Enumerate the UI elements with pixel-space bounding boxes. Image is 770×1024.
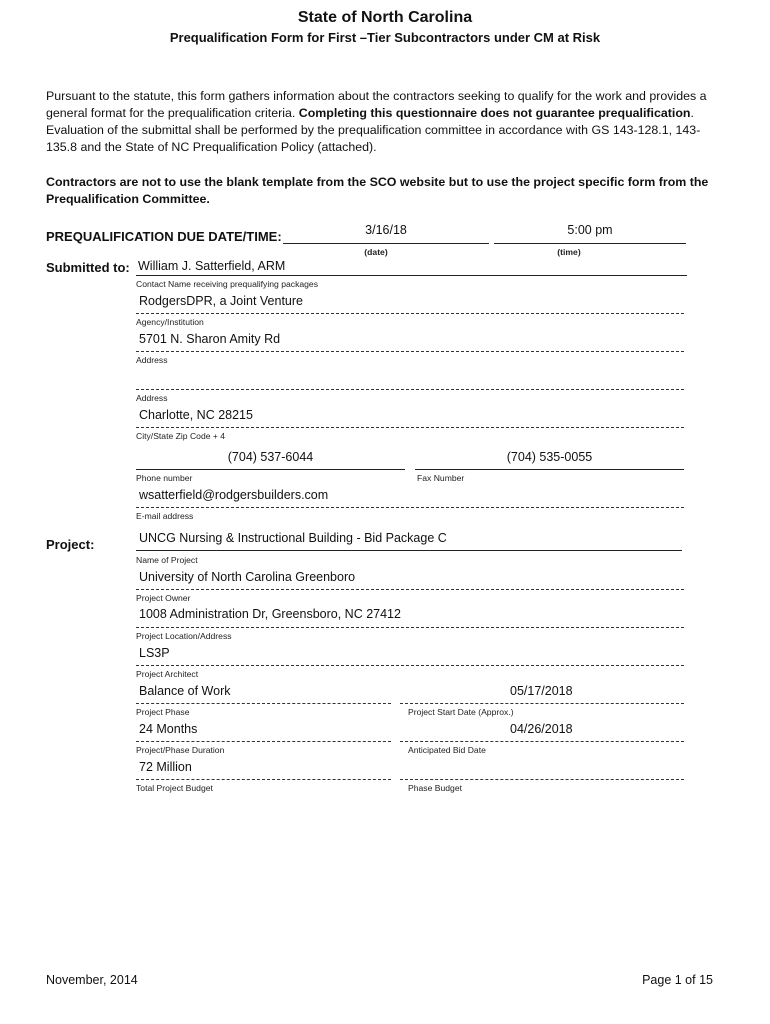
fax-field[interactable]: (704) 535-0055 bbox=[506, 450, 593, 464]
fax-line bbox=[415, 469, 684, 470]
phone-line bbox=[136, 469, 405, 470]
address2-line bbox=[136, 389, 684, 390]
city-label: City/State Zip Code + 4 bbox=[136, 431, 226, 441]
form-title: State of North Carolina bbox=[297, 9, 473, 26]
architect-field[interactable]: LS3P bbox=[139, 646, 170, 660]
phase-budget-label: Phase Budget bbox=[408, 783, 462, 793]
form-subtitle: Prequalification Form for First –Tier Subcontractors under CM at Risk bbox=[169, 30, 601, 45]
agency-field[interactable]: RodgersDPR, a Joint Venture bbox=[139, 294, 303, 308]
contact-name-field[interactable]: William J. Satterfield, ARM bbox=[138, 259, 286, 273]
due-date-label: PREQUALIFICATION DUE DATE/TIME: bbox=[46, 229, 282, 244]
address1-field[interactable]: 5701 N. Sharon Amity Rd bbox=[139, 332, 281, 346]
page-number: Page 1 of 15 bbox=[642, 973, 713, 987]
budget-line bbox=[136, 779, 391, 780]
architect-line bbox=[136, 665, 684, 666]
intro-text-bold: Completing this questionnaire does not guarantee prequalification bbox=[298, 106, 691, 120]
intro-text-a: Pursuant to the statute, this form gathers information about the contractors seeking to qualify for the work and provides a general format for the prequalification criteria. bbox=[46, 89, 707, 120]
email-line bbox=[136, 507, 684, 508]
project-name-field[interactable]: UNCG Nursing & Instructional Building - Bid Package C bbox=[139, 531, 447, 545]
location-line bbox=[136, 627, 684, 628]
address1-label: Address bbox=[136, 355, 168, 365]
contact-line bbox=[136, 275, 687, 276]
template-notice: Contractors are not to use the blank template from the SCO website but to use the project specific form from the Prequalification Committee. bbox=[46, 175, 709, 206]
bid-date-label: Anticipated Bid Date bbox=[408, 745, 486, 755]
start-date-field[interactable]: 05/17/2018 bbox=[510, 684, 573, 698]
due-date-caption: (date) bbox=[364, 247, 388, 257]
duration-label: Project/Phase Duration bbox=[136, 745, 225, 755]
budget-field[interactable]: 72 Million bbox=[139, 760, 192, 774]
agency-line bbox=[136, 313, 684, 314]
project-label: Project: bbox=[46, 537, 95, 552]
owner-label: Project Owner bbox=[136, 593, 191, 603]
project-name-line bbox=[136, 550, 682, 551]
start-date-line bbox=[400, 703, 684, 704]
due-date-field[interactable]: 3/16/18 bbox=[365, 223, 407, 237]
due-time-line bbox=[494, 243, 686, 244]
footer-date: November, 2014 bbox=[46, 973, 138, 987]
intro-paragraph bbox=[46, 88, 718, 156]
project-name-label: Name of Project bbox=[136, 555, 198, 565]
phone-field[interactable]: (704) 537-6044 bbox=[227, 450, 314, 464]
city-line bbox=[136, 427, 684, 428]
agency-label: Agency/Institution bbox=[136, 317, 204, 327]
due-time-caption: (time) bbox=[557, 247, 581, 257]
fax-label: Fax Number bbox=[417, 473, 465, 483]
location-field[interactable]: 1008 Administration Dr, Greensboro, NC 27412 bbox=[139, 607, 401, 621]
phase-budget-line bbox=[400, 779, 684, 780]
owner-line bbox=[136, 589, 684, 590]
phase-field[interactable]: Balance of Work bbox=[139, 684, 231, 698]
bid-date-field[interactable]: 04/26/2018 bbox=[510, 722, 573, 736]
address2-label: Address bbox=[136, 393, 168, 403]
intro-text-b: . Evaluation of the submittal shall be performed by the prequalification committee in accordance with GS 143-128.1, 143-135.8 and the State of NC Prequalification Policy (attached). bbox=[46, 106, 701, 154]
phase-line bbox=[136, 703, 391, 704]
budget-label: Total Project Budget bbox=[136, 783, 213, 793]
bid-date-line bbox=[400, 741, 684, 742]
owner-field[interactable]: University of North Carolina Greenboro bbox=[139, 570, 356, 584]
submitted-to-label: Submitted to: bbox=[46, 260, 130, 275]
location-label: Project Location/Address bbox=[136, 631, 232, 641]
duration-line bbox=[136, 741, 391, 742]
email-field[interactable]: wsatterfield@rodgersbuilders.com bbox=[139, 488, 329, 502]
phase-label: Project Phase bbox=[136, 707, 190, 717]
start-date-label: Project Start Date (Approx.) bbox=[408, 707, 514, 717]
due-date-line bbox=[283, 243, 489, 244]
phone-label: Phone number bbox=[136, 473, 193, 483]
architect-label: Project Architect bbox=[136, 669, 199, 679]
address1-line bbox=[136, 351, 684, 352]
contact-name-label: Contact Name receiving prequalifying packages bbox=[136, 279, 319, 289]
due-time-field[interactable]: 5:00 pm bbox=[567, 223, 613, 237]
city-field[interactable]: Charlotte, NC 28215 bbox=[139, 408, 253, 422]
duration-field[interactable]: 24 Months bbox=[139, 722, 198, 736]
email-label: E-mail address bbox=[136, 511, 194, 521]
